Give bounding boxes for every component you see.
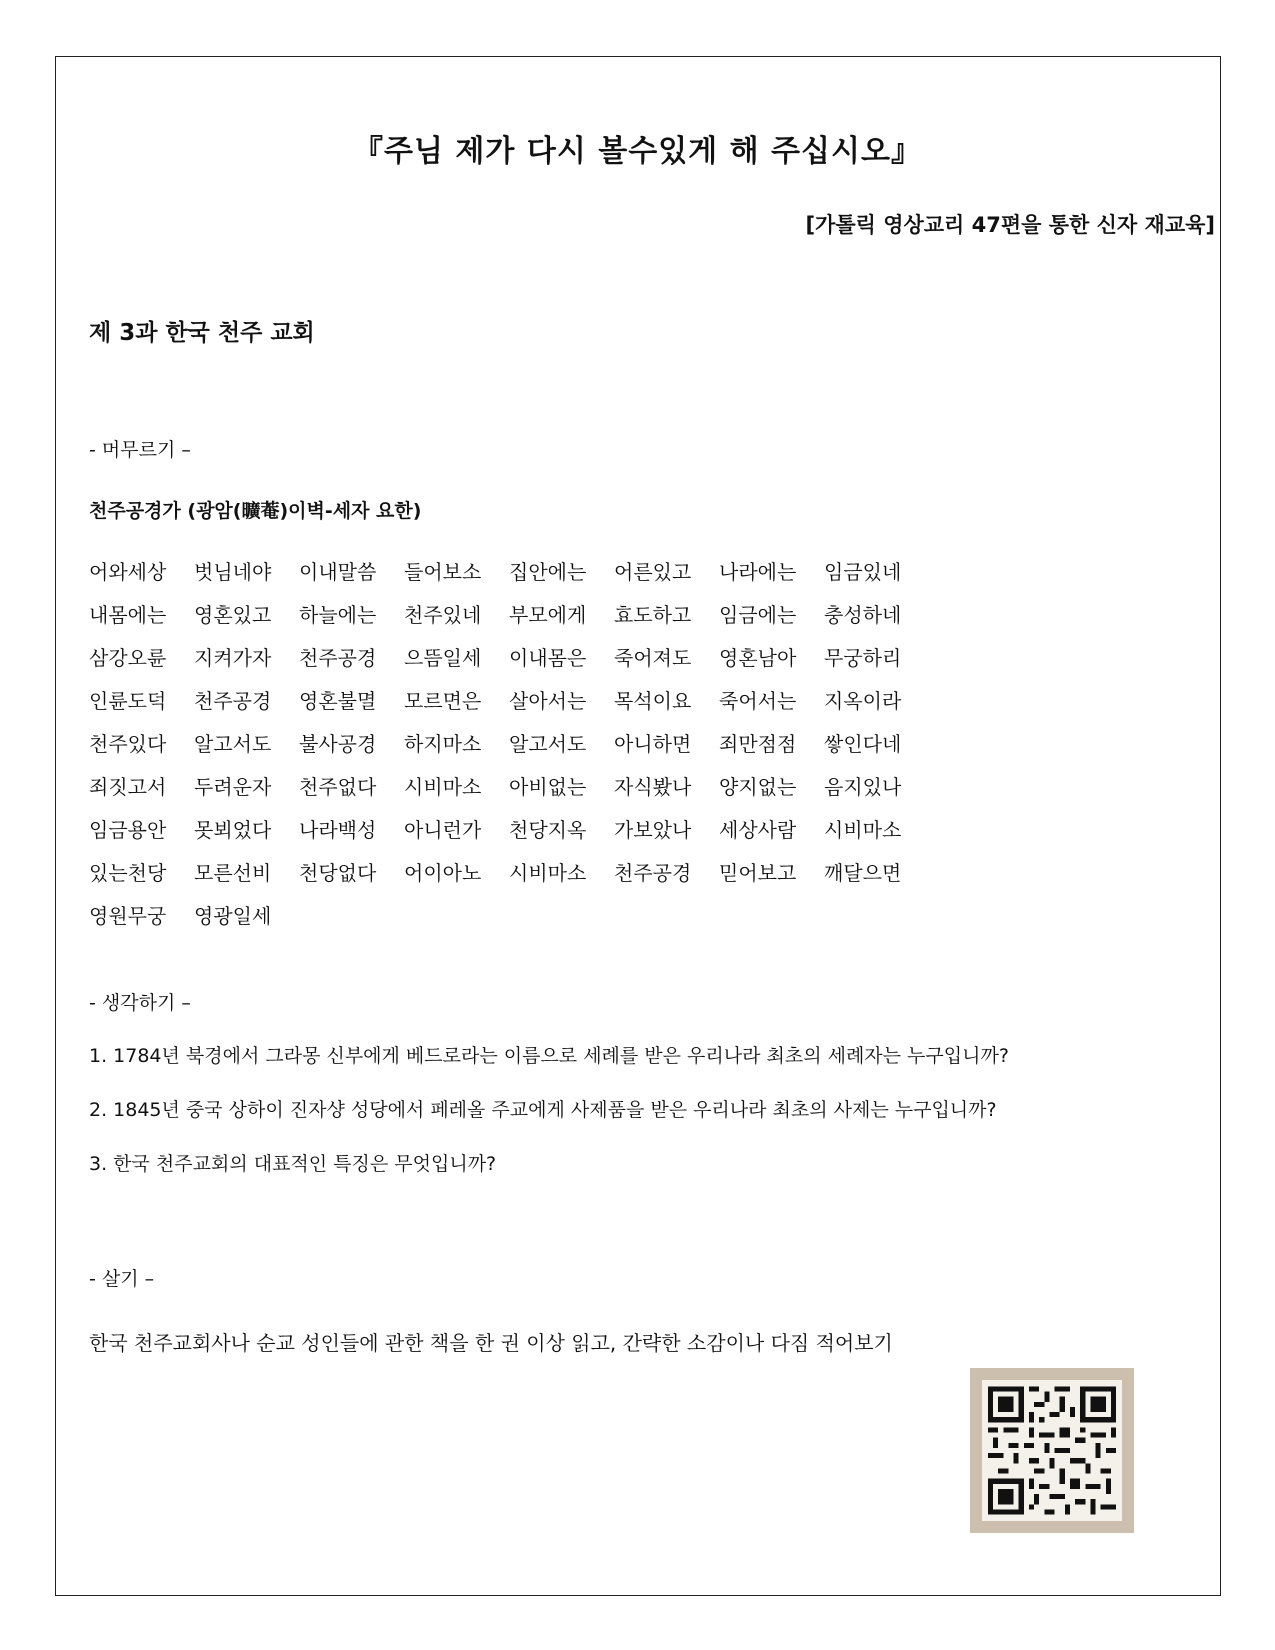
poem-word: 아니런가 <box>404 818 482 842</box>
poem-word: 어와세상 <box>89 560 167 584</box>
poem-word: 영혼남아 <box>719 646 797 670</box>
poem-word: 살아서는 <box>509 689 587 713</box>
poem-word: 죄만점점 <box>719 732 797 756</box>
poem-word: 영혼불멸 <box>299 689 377 713</box>
question-1: 1. 1784년 북경에서 그라몽 신부에게 베드로라는 이름으로 세례를 받은 우리나라 최초의 세례자는 누구입니까? <box>89 1045 1009 1067</box>
poem-word: 이내말씀 <box>299 560 377 584</box>
poem-line <box>89 807 929 850</box>
poem-line <box>89 678 929 721</box>
poem-word: 천주공경 <box>194 689 272 713</box>
poem-word: 알고서도 <box>509 732 587 756</box>
poem-word: 으뜸일세 <box>404 646 482 670</box>
qr-code-graphic <box>988 1386 1116 1515</box>
section-label-stay: - 머무르기 – <box>89 439 191 461</box>
poem-word: 집안에는 <box>509 560 587 584</box>
poem-line <box>89 721 929 764</box>
poem-word: 지켜가자 <box>194 646 272 670</box>
poem-word: 어이아노 <box>404 861 482 885</box>
section-label-think: - 생각하기 – <box>89 992 191 1014</box>
page-subtitle: [가톨릭 영상교리 47편을 통한 신자 재교육] <box>805 213 1215 237</box>
poem-word: 아니하면 <box>614 732 692 756</box>
poem <box>89 549 929 936</box>
poem-word: 충성하네 <box>824 603 902 627</box>
poem-word: 천주공경 <box>299 646 377 670</box>
question-3: 3. 한국 천주교회의 대표적인 특징은 무엇입니까? <box>89 1153 497 1175</box>
poem-line <box>89 635 929 678</box>
poem-line <box>89 592 929 635</box>
poem-word: 죽어져도 <box>614 646 692 670</box>
poem-word: 시비마소 <box>824 818 902 842</box>
poem-word: 쌓인다네 <box>824 732 902 756</box>
poem-line <box>89 893 929 936</box>
poem-word: 아비없는 <box>509 775 587 799</box>
poem-line <box>89 850 929 893</box>
poem-word: 임금에는 <box>719 603 797 627</box>
poem-word: 알고서도 <box>194 732 272 756</box>
poem-word: 두려운자 <box>194 775 272 799</box>
poem-word: 영광일세 <box>194 904 272 928</box>
section-label-live: - 살기 – <box>89 1268 155 1290</box>
poem-word: 임금용안 <box>89 818 167 842</box>
page-title: 『주님 제가 다시 볼수있게 해 주십시오』 <box>353 134 922 169</box>
poem-word: 있는천당 <box>89 861 167 885</box>
poem-word: 세상사람 <box>719 818 797 842</box>
poem-word: 천주공경 <box>614 861 692 885</box>
poem-word: 인륜도덕 <box>89 689 167 713</box>
poem-word: 믿어보고 <box>719 861 797 885</box>
question-2: 2. 1845년 중국 상하이 진자샹 성당에서 페레올 주교에게 사제품을 받은 우리나라 최초의 사제는 누구입니까? <box>89 1099 997 1121</box>
poem-word: 이내몸은 <box>509 646 587 670</box>
poem-word: 영혼있고 <box>194 603 272 627</box>
poem-word: 죄짓고서 <box>89 775 167 799</box>
poem-word: 무궁하리 <box>824 646 902 670</box>
qr-code-inner <box>982 1380 1122 1521</box>
poem-word: 효도하고 <box>614 603 692 627</box>
poem-word: 모르면은 <box>404 689 482 713</box>
poem-word: 천주없다 <box>299 775 377 799</box>
poem-word: 음지있나 <box>824 775 902 799</box>
poem-word: 어른있고 <box>614 560 692 584</box>
poem-word: 깨달으면 <box>824 861 902 885</box>
poem-word: 천당지옥 <box>509 818 587 842</box>
poem-word: 삼강오륜 <box>89 646 167 670</box>
poem-word: 임금있네 <box>824 560 902 584</box>
poem-word: 영원무궁 <box>89 904 167 928</box>
poem-word: 벗님네야 <box>194 560 272 584</box>
poem-word: 목석이요 <box>614 689 692 713</box>
poem-word: 부모에게 <box>509 603 587 627</box>
poem-word: 천당없다 <box>299 861 377 885</box>
poem-word: 나라에는 <box>719 560 797 584</box>
poem-word: 하늘에는 <box>299 603 377 627</box>
poem-word: 양지없는 <box>719 775 797 799</box>
song-title: 천주공경가 (광암(曠菴)이벽-세자 요한) <box>89 500 422 522</box>
poem-word: 지옥이라 <box>824 689 902 713</box>
poem-word: 죽어서는 <box>719 689 797 713</box>
lesson-heading: 제 3과 한국 천주 교회 <box>89 320 315 346</box>
poem-word: 나라백성 <box>299 818 377 842</box>
poem-word: 천주있다 <box>89 732 167 756</box>
poem-word: 천주있네 <box>404 603 482 627</box>
qr-code-icon[interactable] <box>970 1368 1134 1533</box>
poem-word: 자식봤나 <box>614 775 692 799</box>
poem-word: 못뵈었다 <box>194 818 272 842</box>
poem-line <box>89 549 929 592</box>
poem-word: 모른선비 <box>194 861 272 885</box>
poem-word: 가보았나 <box>614 818 692 842</box>
poem-word: 시비마소 <box>404 775 482 799</box>
poem-word: 내몸에는 <box>89 603 167 627</box>
poem-word: 불사공경 <box>299 732 377 756</box>
poem-word: 시비마소 <box>509 861 587 885</box>
poem-word: 들어보소 <box>404 560 482 584</box>
poem-word: 하지마소 <box>404 732 482 756</box>
activity-text: 한국 천주교회사나 순교 성인들에 관한 책을 한 권 이상 읽고, 간략한 소감이나 다짐 적어보기 <box>89 1331 893 1355</box>
poem-line <box>89 764 929 807</box>
